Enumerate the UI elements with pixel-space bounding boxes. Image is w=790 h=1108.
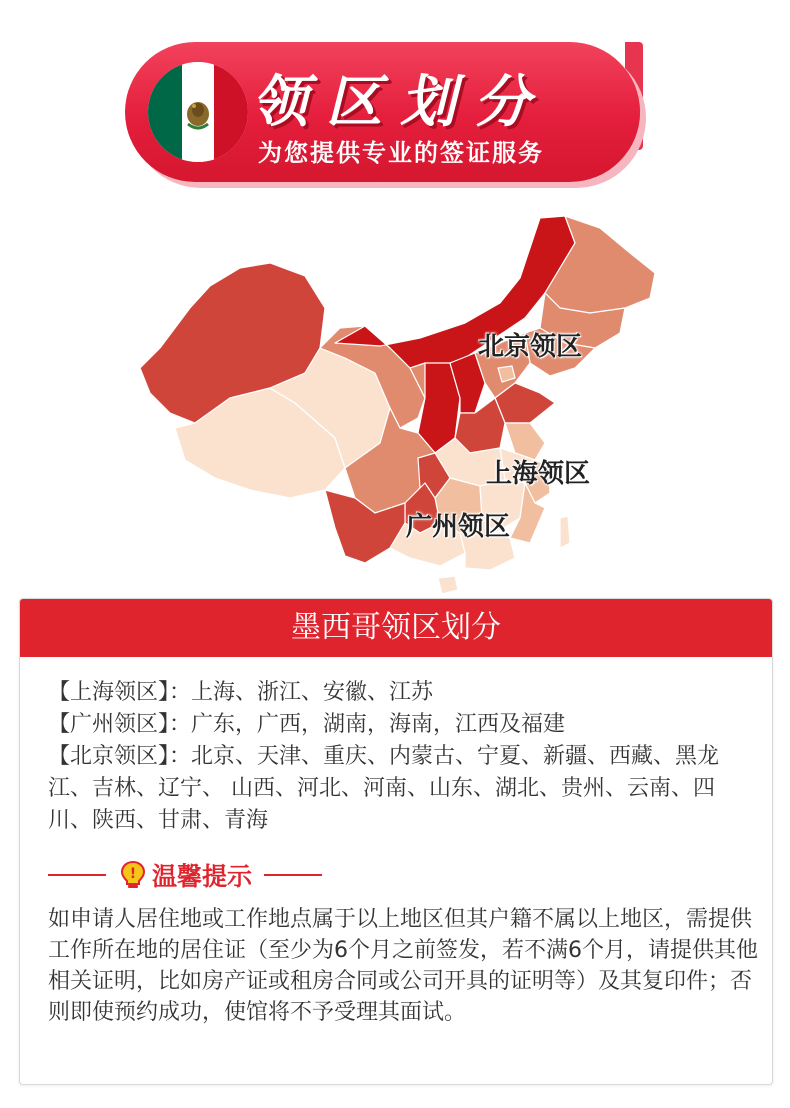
region-beijing-item: 【北京领区】：北京、天津、重庆、内蒙古、宁夏、新疆、西藏、黑龙江、吉林、辽宁、 山西、河北、河南、山东、湖北、贵州、云南、四川、陕西、甘肃、青海 bbox=[48, 744, 720, 833]
china-map bbox=[120, 198, 680, 598]
banner-subtitle: 为您提供专业的签证服务 bbox=[258, 139, 544, 167]
region-guangzhou-item: 【广州领区】：广东，广西，湖南，海南，江西及福建 bbox=[48, 712, 566, 737]
tips-divider-right bbox=[264, 874, 322, 876]
tips-body: 如申请人居住地或工作地点属于以上地区但其户籍不属以上地区，需提供工作所在地的居住证（至少为6个月之前签发，若不满6个月，请提供其他相关证明，比如房产证或租房合同或公司开具的证明等）及其复印件；否则即使预约成功，使馆将不予受理其面试。 bbox=[48, 907, 758, 1025]
region-shanghai-item: 【上海领区】：上海、浙江、安徽、江苏 bbox=[48, 680, 434, 705]
region-list bbox=[48, 677, 758, 837]
region-taiwan bbox=[560, 516, 570, 548]
lightbulb-icon bbox=[118, 860, 148, 890]
map-label-beijing: 北京领区 bbox=[478, 332, 583, 362]
tips-header bbox=[48, 855, 748, 895]
banner-title: 领区划分 bbox=[252, 70, 548, 135]
map-label-shanghai: 上海领区 bbox=[486, 459, 591, 489]
consular-district-card bbox=[19, 598, 773, 1085]
map-label-guangzhou: 广州领区 bbox=[406, 512, 511, 542]
tips-title: 温馨提示 bbox=[152, 862, 253, 891]
tips-divider-left bbox=[48, 874, 106, 876]
coat-of-arms-icon bbox=[182, 62, 214, 162]
mexico-flag-icon bbox=[148, 62, 248, 162]
region-hainan bbox=[438, 576, 458, 594]
card-title: 墨西哥领区划分 bbox=[20, 599, 772, 657]
svg-text:!: ! bbox=[129, 866, 137, 882]
china-map-graphic bbox=[120, 198, 680, 598]
